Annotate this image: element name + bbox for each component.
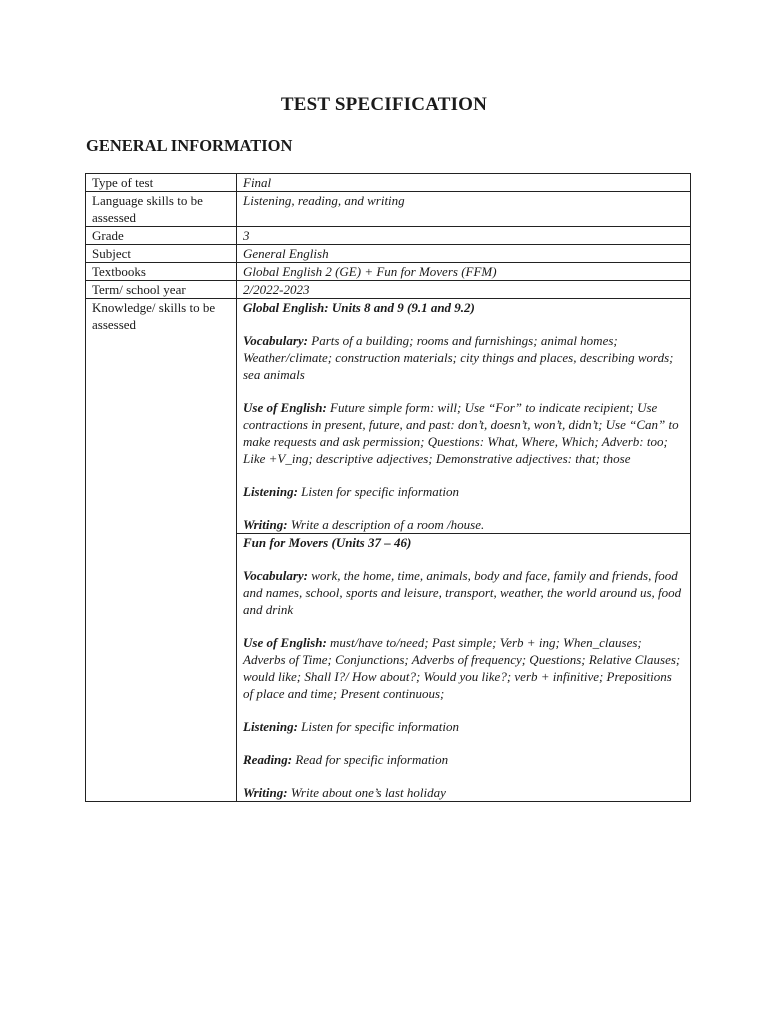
ge-use-of-english — [243, 399, 684, 467]
ge-writing — [243, 516, 684, 533]
ffm-writing-label: Writing: — [243, 785, 288, 800]
ffm-listening-label: Listening: — [243, 719, 298, 734]
table-row — [86, 227, 691, 245]
row-value: General English — [237, 245, 691, 263]
ge-use-text: Future simple form: will; Use “For” to indicate recipient; Use contractions in present, future, and past: don’t, doesn’t, won’t, didn’t; Use “Can” to make requests and ask permission; Questions: What, Where, Which; Adverb: too; Like +V_ing; descriptive adjectives; Demonstrative adjectives: that; those — [243, 400, 679, 466]
table-row — [86, 263, 691, 281]
ffm-reading — [243, 751, 684, 768]
ffm-writing-text: Write about one’s last holiday — [287, 785, 446, 800]
table-row — [86, 192, 691, 227]
ge-listening-text: Listen for specific information — [297, 484, 459, 499]
row-value: Global English 2 (GE) + Fun for Movers (FFM) — [237, 263, 691, 281]
fun-for-movers-cell — [237, 534, 691, 802]
ge-heading: Global English: Units 8 and 9 (9.1 and 9.2) — [243, 300, 475, 315]
ffm-vocabulary-label: Vocabulary: — [243, 568, 308, 583]
row-label: Grade — [86, 227, 237, 245]
row-value: 2/2022-2023 — [237, 281, 691, 299]
row-label: Subject — [86, 245, 237, 263]
ffm-listening — [243, 718, 684, 735]
ge-vocabulary — [243, 332, 684, 383]
row-value: 3 — [237, 227, 691, 245]
ge-vocabulary-label: Vocabulary: — [243, 333, 308, 348]
row-label: Textbooks — [86, 263, 237, 281]
ffm-vocabulary-text: work, the home, time, animals, body and face, family and friends, food and names, school, sports and leisure, transport, weather, the world around us, food and drink — [243, 568, 682, 617]
row-label: Knowledge/ skills to be assessed — [86, 299, 237, 802]
row-label: Language skills to be assessed — [86, 192, 237, 227]
ffm-writing — [243, 784, 684, 801]
row-label: Type of test — [86, 174, 237, 192]
ge-writing-text: Write a description of a room /house. — [287, 517, 485, 532]
table-row — [86, 245, 691, 263]
row-value: Final — [237, 174, 691, 192]
global-english-cell — [237, 299, 691, 534]
ge-listening-label: Listening: — [243, 484, 298, 499]
table-row — [86, 174, 691, 192]
table-row — [86, 299, 691, 534]
ge-writing-label: Writing: — [243, 517, 288, 532]
ge-vocabulary-text: Parts of a building; rooms and furnishings; animal homes; Weather/climate; construction materials; city things and places, describing words; sea animals — [243, 333, 674, 382]
table-row — [86, 281, 691, 299]
ffm-use-of-english — [243, 634, 684, 702]
ffm-listening-text: Listen for specific information — [297, 719, 459, 734]
section-heading: GENERAL INFORMATION — [86, 136, 293, 155]
ffm-vocabulary — [243, 567, 684, 618]
ffm-use-label: Use of English: — [243, 635, 327, 650]
spec-table — [85, 173, 691, 802]
row-value: Listening, reading, and writing — [237, 192, 691, 227]
document-title: TEST SPECIFICATION — [280, 94, 488, 115]
ge-listening — [243, 483, 684, 500]
ffm-heading: Fun for Movers (Units 37 – 46) — [243, 535, 412, 550]
ffm-use-text: must/have to/need; Past simple; Verb + ing; When_clauses; Adverbs of Time; Conjunctions; Adverbs of frequency; Questions; Relative Clauses; would like; Shall I?/ How about?; Would you like?; verb + infinitive; Prepositions of place and time; Present continuous; — [243, 635, 681, 701]
ffm-reading-text: Read for specific information — [292, 752, 449, 767]
ge-use-label: Use of English: — [243, 400, 327, 415]
ffm-reading-label: Reading: — [243, 752, 293, 767]
row-label: Term/ school year — [86, 281, 237, 299]
